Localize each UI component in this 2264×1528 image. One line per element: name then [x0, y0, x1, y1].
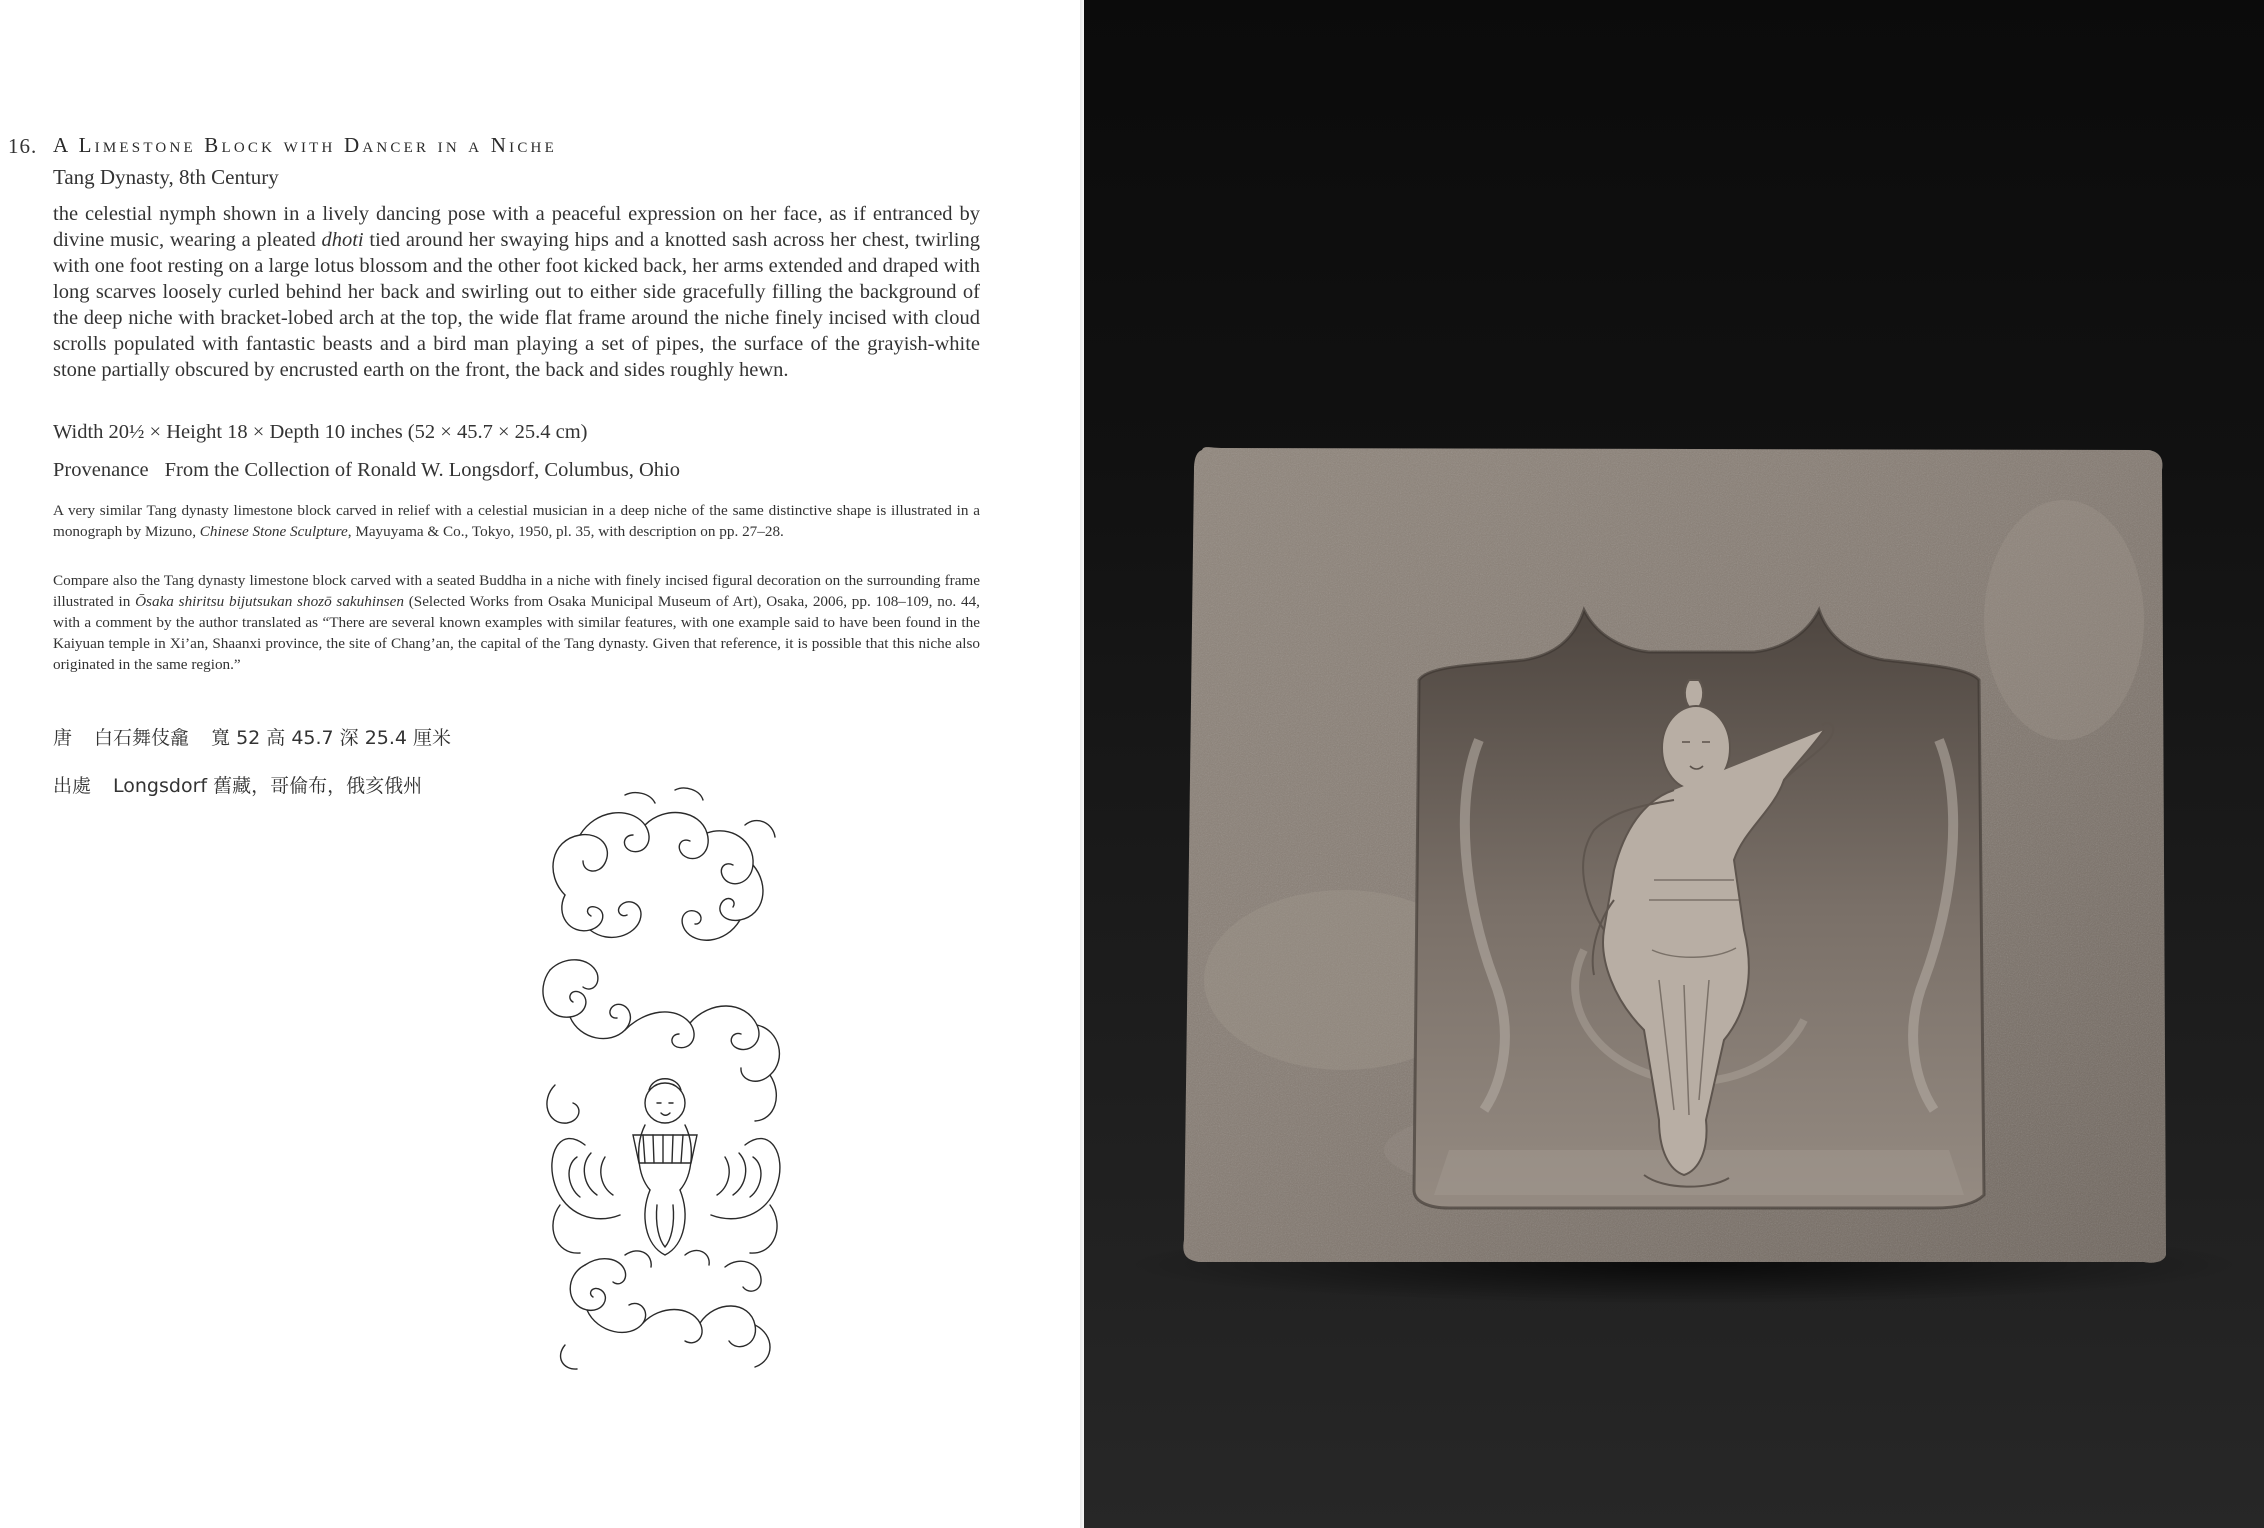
left-page: [0, 0, 1083, 1528]
note-italic: Ōsaka shiritsu bijutsukan shozō sakuhinsen: [135, 593, 404, 610]
catalog-number: 16.: [8, 134, 38, 158]
description: [53, 201, 980, 383]
entry-period: Tang Dynasty, 8th Century: [53, 165, 279, 189]
description-italic: dhoti: [321, 229, 364, 251]
zh-period: 唐: [53, 727, 73, 749]
limestone-block-photo: [1084, 0, 2264, 1528]
right-page-photo: [1084, 0, 2264, 1528]
note-part: , Mayuyama & Co., Tokyo, 1950, pl. 35, with description on pp. 27–28.: [347, 523, 784, 540]
chinese-title-line: [53, 723, 980, 750]
incised-decoration-drawing: [525, 785, 805, 1375]
zh-dimensions: 寬 52 高 45.7 深 25.4 厘米: [211, 727, 452, 749]
provenance-label: Provenance: [53, 459, 149, 481]
reference-note-2: [53, 570, 980, 675]
note-part: Compare also the Tang dynasty limestone block carved with a seated Buddha in a niche with finely incised figural decoration on the surrounding frame illustrated in: [53, 572, 980, 610]
description-part: the celestial nymph shown in a lively dancing pose with a peaceful expression on her face, as if entranced by divine music, wearing a pleated: [53, 203, 980, 251]
reference-note-1: [53, 500, 980, 542]
zh-provenance-label: 出處: [53, 775, 92, 797]
dimensions: Width 20½ × Height 18 × Depth 10 inches (52 × 45.7 × 25.4 cm): [53, 421, 588, 443]
note-italic: Chinese Stone Sculpture: [199, 523, 348, 540]
entry-title: A Limestone Block with Dancer in a Niche: [53, 133, 557, 157]
note-part: (Selected Works from Osaka Municipal Museum of Art), Osaka, 2006, pp. 108–109, no. 44, with a comment by the author translated as “There are several known examples with similar features, with one example said to have been found in the Kaiyuan temple in Xi’an, Shaanxi province, the site of Chang’an, the capital of the Tang dynasty. Given that reference, it is possible that this niche also originated in the same region.”: [53, 593, 980, 673]
provenance: [53, 459, 980, 482]
note-part: A very similar Tang dynasty limestone block carved in relief with a celestial musician in a deep niche of the same distinctive shape is illustrated in a monograph by Mizuno,: [53, 502, 980, 540]
zh-title: 白石舞伎龕: [94, 727, 190, 749]
description-part: tied around her swaying hips and a knotted sash across her chest, twirling with one foot resting on a large lotus blossom and the other foot kicked back, her arms extended and draped with long scarves loosely curled behind her back and swirling out to either side gracefully filling the background of the deep niche with bracket-lobed arch at the top, the wide flat frame around the niche finely incised with cloud scrolls populated with fantastic beasts and a bird man playing a set of pipes, the surface of the grayish-white stone partially obscured by encrusted earth on the front, the back and sides roughly hewn.: [53, 229, 980, 381]
zh-provenance-text: Longsdorf 舊藏，哥倫布，俄亥俄州: [113, 775, 423, 797]
provenance-text: From the Collection of Ronald W. Longsdorf, Columbus, Ohio: [164, 459, 680, 481]
chinese-provenance-line: [53, 771, 980, 798]
